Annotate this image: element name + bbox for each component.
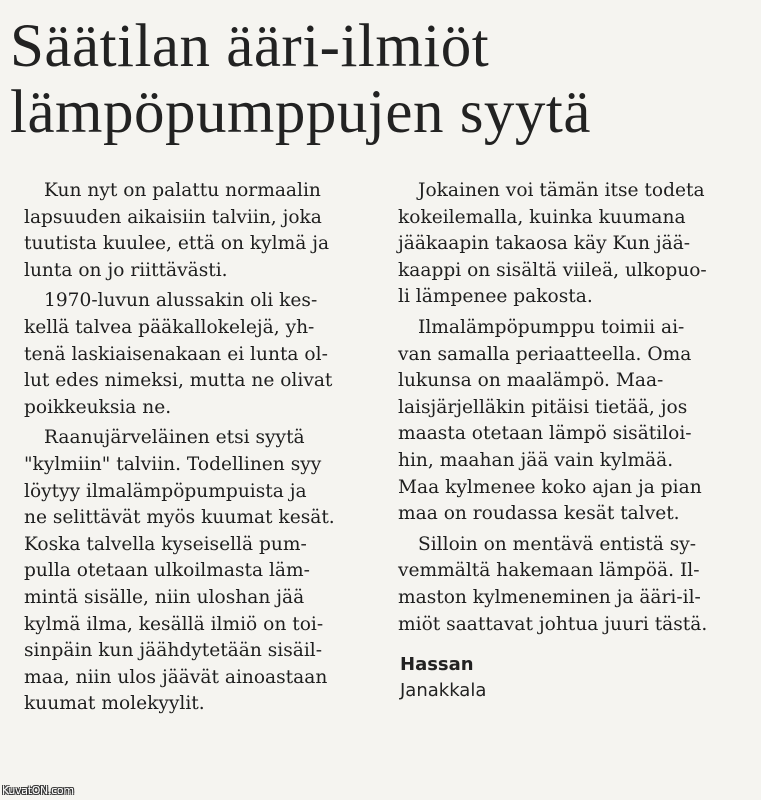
left-paragraph-1	[24, 178, 364, 284]
text-line: Maa kylmenee koko ajan ja pian	[398, 476, 702, 498]
text-line: kylmä ilma, kesällä ilmiö on toi-	[24, 613, 324, 635]
left-paragraph-2	[24, 288, 364, 421]
text-line: ne selittävät myös kuumat kesät.	[24, 507, 335, 529]
text-line: löytyy ilmalämpöpumpuista ja	[24, 480, 307, 502]
text-line: hin, maahan jää vain kylmää.	[398, 449, 674, 471]
text-line: vemmältä hakemaan lämpöä. Il-	[398, 560, 700, 582]
text-line: maa, niin ulos jäävät ainoastaan	[24, 666, 328, 688]
text-line: poikkeuksia ne.	[24, 396, 172, 418]
text-line: jääkaapin takaosa käy Kun jää-	[398, 233, 691, 255]
left-paragraph-3	[24, 425, 364, 718]
text-line: lunta on jo riittävästi.	[24, 259, 228, 281]
text-line: li lämpenee pakosta.	[398, 286, 593, 308]
text-line: kellä talvea pääkallokelejä, yh-	[24, 316, 315, 338]
text-line: Kun nyt on palattu normaalin	[44, 180, 321, 201]
text-line: kuumat molekyylit.	[24, 693, 205, 715]
headline	[10, 14, 750, 146]
text-line: sinpäin kun jäähdytetään sisäil-	[24, 640, 323, 662]
right-paragraph-1	[398, 178, 750, 311]
text-line: lut edes nimeksi, mutta ne olivat	[24, 370, 333, 392]
text-line: maasta otetaan lämpö sisätiloi-	[398, 423, 692, 445]
text-line: maston kylmeneminen ja ääri-il-	[398, 586, 701, 608]
text-line: miöt saattavat johtua juuri tästä.	[398, 613, 708, 635]
text-line: Raanujärveläinen etsi syytä	[44, 427, 305, 449]
text-line: mintä sisälle, niin uloshan jää	[24, 586, 305, 608]
text-line: 1970-luvun alussakin oli kes-	[44, 290, 318, 312]
headline-line-2: lämpöpumppujen syytä	[10, 79, 591, 146]
text-line: lapsuuden aikaisiin talviin, joka	[24, 206, 322, 228]
text-line: tuutista kuulee, että on kylmä ja	[24, 233, 330, 255]
text-line: lukunsa on maalämpö. Maa-	[398, 370, 664, 392]
text-line: Koska talvella kyseisellä pum-	[24, 533, 307, 555]
text-line: Jokainen voi tämän itse todeta	[418, 180, 705, 201]
headline-line-1: Säätilan ääri-ilmiöt	[10, 13, 490, 80]
watermark: KuvatON.com	[2, 784, 74, 797]
right-column	[398, 178, 750, 704]
text-line: kaappi on sisältä viileä, ulkopuo-	[398, 259, 707, 281]
text-line: maa on roudassa kesät talvet.	[398, 503, 680, 525]
signature-name: Hassan	[400, 654, 474, 676]
text-line: van samalla periaatteella. Oma	[398, 343, 692, 365]
text-line: Ilmalämpöpumppu toimii ai-	[418, 316, 685, 338]
text-line: pulla otetaan ulkoilmasta läm-	[24, 560, 310, 582]
left-column	[24, 178, 364, 718]
text-line: kokeilemalla, kuinka kuumana	[398, 206, 686, 228]
right-paragraph-2	[398, 315, 750, 528]
signature-place: Janakkala	[400, 680, 487, 702]
text-line: laisjärjelläkin pitäisi tietää, jos	[398, 396, 688, 418]
text-line: Silloin on mentävä entistä sy-	[418, 533, 697, 555]
text-line: tenä laskiaisenakaan ei lunta ol-	[24, 343, 328, 365]
text-line: "kylmiin" talviin. Todellinen syy	[24, 453, 322, 475]
right-paragraph-3	[398, 532, 750, 638]
